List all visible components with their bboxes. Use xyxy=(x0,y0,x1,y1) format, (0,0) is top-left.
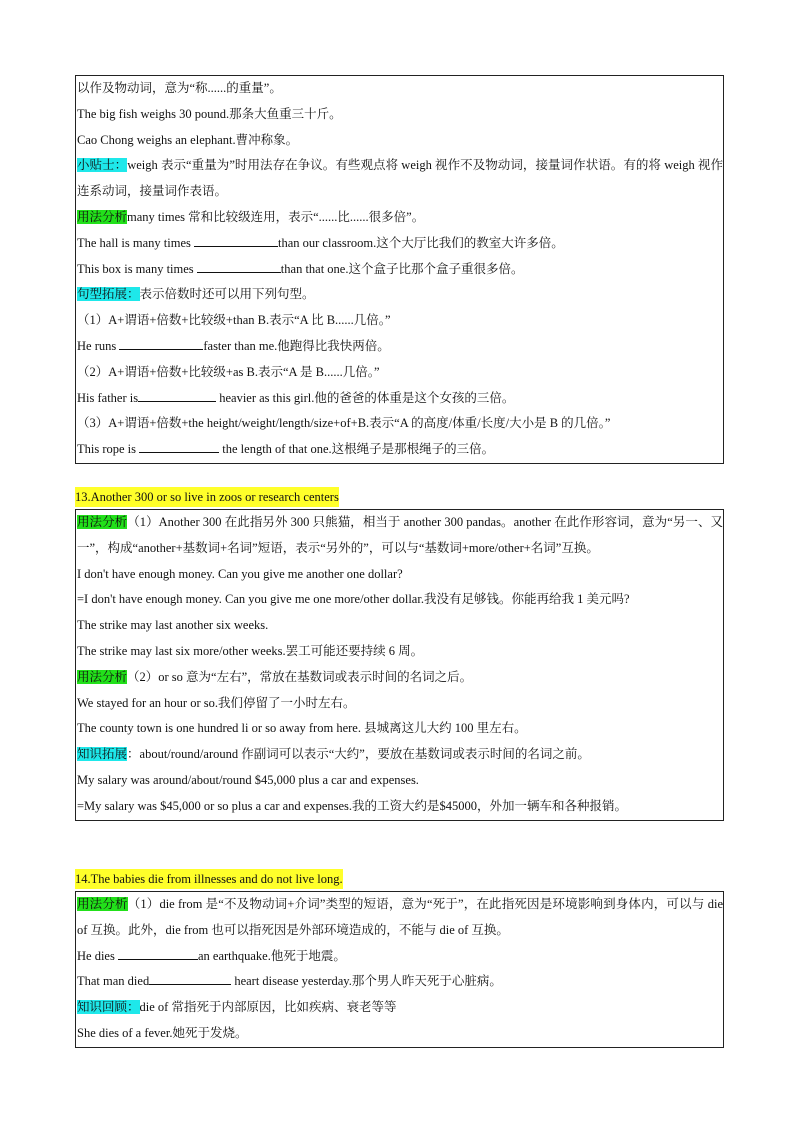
usage-text: （1）die from 是“不及物动词+介词”类型的短语，意为“死于”，在此指死因是环境影响到身体内，可以与 die of 互换。此外，die from 也可以指死因是外部环境造成的，不能与 die of 互换。 xyxy=(77,897,723,937)
usage-analysis-line xyxy=(77,205,723,231)
usage-analysis-tag: 用法分析 xyxy=(77,515,128,529)
pattern-expansion-line xyxy=(77,282,723,308)
sentence-start: His father is xyxy=(77,390,139,405)
sentence-end: the length of that one.这根绳子是那根绳子的三倍。 xyxy=(219,442,495,457)
tip-paragraph xyxy=(77,153,723,205)
pattern-line: （2）A+谓语+倍数+比较级+as B.表示“A 是 B......几倍。” xyxy=(77,364,380,379)
answer-blank[interactable] xyxy=(138,389,216,402)
note-box-another xyxy=(75,509,724,821)
sentence-end: than our classroom.这个大厅比我们的教室大许多倍。 xyxy=(278,235,564,250)
example-sentence: The county town is one hundred li or so away from here. 县城离这儿大约 100 里左右。 xyxy=(77,721,527,736)
usage-analysis-paragraph xyxy=(77,892,723,944)
example-sentence: I don't have enough money. Can you give me another one dollar? xyxy=(77,566,403,581)
usage-text: （2）or so 意为“左右”，常放在基数词或表示时间的名词之后。 xyxy=(127,669,473,684)
answer-blank[interactable] xyxy=(149,972,231,985)
note-box-weigh xyxy=(75,75,724,464)
usage-analysis-tag: 用法分析 xyxy=(77,897,128,911)
example-sentence: My salary was around/about/round $45,000 plus a car and expenses. xyxy=(77,772,419,787)
sentence-end: heavier as this girl.他的爸爸的体重是这个女孩的三倍。 xyxy=(216,390,515,405)
knowledge-text: ：about/round/around 作副词可以表示“大约”，要放在基数词或表示时间的名词之前。 xyxy=(127,747,590,762)
example-sentence: She dies of a fever.她死于发烧。 xyxy=(77,1025,248,1040)
pattern-line: （1）A+谓语+倍数+比较级+than B.表示“A 比 B......几倍。” xyxy=(77,313,391,328)
knowledge-expansion-line xyxy=(77,742,723,768)
fill-blank-sentence xyxy=(77,257,723,283)
sentence-start: He runs xyxy=(77,338,120,353)
sentence-start: This rope is xyxy=(77,442,140,457)
pattern-text: 表示倍数时还可以用下列句型。 xyxy=(139,287,315,302)
sentence-start: He dies xyxy=(77,948,118,963)
knowledge-review-tag: 知识回顾： xyxy=(77,1000,140,1015)
section-heading-13: 13.Another 300 or so live in zoos or research centers xyxy=(75,487,339,507)
section-heading-14: 14.The babies die from illnesses and do not live long. xyxy=(75,869,343,889)
fill-blank-sentence xyxy=(77,386,723,412)
example-sentence: =My salary was $45,000 or so plus a car and expenses.我的工资大约是$45000，外加一辆车和各种报销。 xyxy=(77,798,628,813)
usage-analysis-tag: 用法分析 xyxy=(77,669,128,684)
usage-analysis-tag: 用法分析 xyxy=(77,209,128,224)
usage-analysis-line xyxy=(77,665,723,691)
knowledge-review-line xyxy=(77,995,723,1021)
answer-blank[interactable] xyxy=(119,337,203,350)
fill-blank-sentence xyxy=(77,437,723,463)
sentence-start: The hall is many times xyxy=(77,235,194,250)
usage-text: many times 常和比较级连用，表示“......比......很多倍”。 xyxy=(127,209,425,224)
sentence-end: heart disease yesterday.那个男人昨天死于心脏病。 xyxy=(231,974,502,989)
text-line: 以作及物动词，意为“称......的重量”。 xyxy=(77,81,282,95)
fill-blank-sentence xyxy=(77,334,723,360)
sentence-end: than that one.这个盒子比那个盒子重很多倍。 xyxy=(280,261,524,276)
fill-blank-sentence xyxy=(77,969,723,995)
tip-text: weigh 表示“重量为”时用法存在争议。有些观点将 weigh 视作不及物动词，接量词作状语。有的将 weigh 视作连系动词，接量词作表语。 xyxy=(77,158,723,199)
example-sentence: =I don't have enough money. Can you give me one more/other dollar.我没有足够钱。你能再给我 1 美元吗? xyxy=(77,592,630,607)
pattern-expansion-tag: 句型拓展： xyxy=(77,287,140,302)
fill-blank-sentence xyxy=(77,231,723,257)
example-sentence: We stayed for an hour or so.我们停留了一小时左右。 xyxy=(77,695,356,710)
example-sentence: The big fish weighs 30 pound.那条大鱼重三十斤。 xyxy=(77,106,342,121)
tip-tag: 小贴士： xyxy=(77,158,128,173)
pattern-line: （3）A+谓语+倍数+the height/weight/length/size+of+B.表示“A 的高度/体重/长度/大小是 B 的几倍。” xyxy=(77,416,611,431)
usage-analysis-paragraph xyxy=(77,510,723,562)
example-sentence: Cao Chong weighs an elephant.曹冲称象。 xyxy=(77,132,299,147)
sentence-end: an earthquake.他死于地震。 xyxy=(197,948,346,963)
example-sentence: The strike may last another six weeks. xyxy=(77,618,269,633)
sentence-end: faster than me.他跑得比我快两倍。 xyxy=(203,338,390,353)
knowledge-expansion-tag: 知识拓展 xyxy=(77,747,128,762)
sentence-start: That man died xyxy=(77,974,150,989)
sentence-start: This box is many times xyxy=(77,261,197,276)
note-box-die-from xyxy=(75,891,724,1048)
fill-blank-sentence xyxy=(77,944,723,970)
usage-text: （1）Another 300 在此指另外 300 只熊猫，相当于 another 300 pandas。another 在此作形容词，意为“另一、又一”，构成“another+基数词+名词”短语，表示“另外的”，可以与“基数词+more/other+名词”互换。 xyxy=(77,515,723,555)
answer-blank[interactable] xyxy=(194,234,278,247)
answer-blank[interactable] xyxy=(139,440,219,453)
answer-blank[interactable] xyxy=(118,947,198,960)
example-sentence: The strike may last six more/other weeks.罢工可能还要持续 6 周。 xyxy=(77,643,424,658)
knowledge-text: die of 常指死于内部原因，比如疾病、衰老等等 xyxy=(139,1000,397,1015)
answer-blank[interactable] xyxy=(197,260,281,273)
